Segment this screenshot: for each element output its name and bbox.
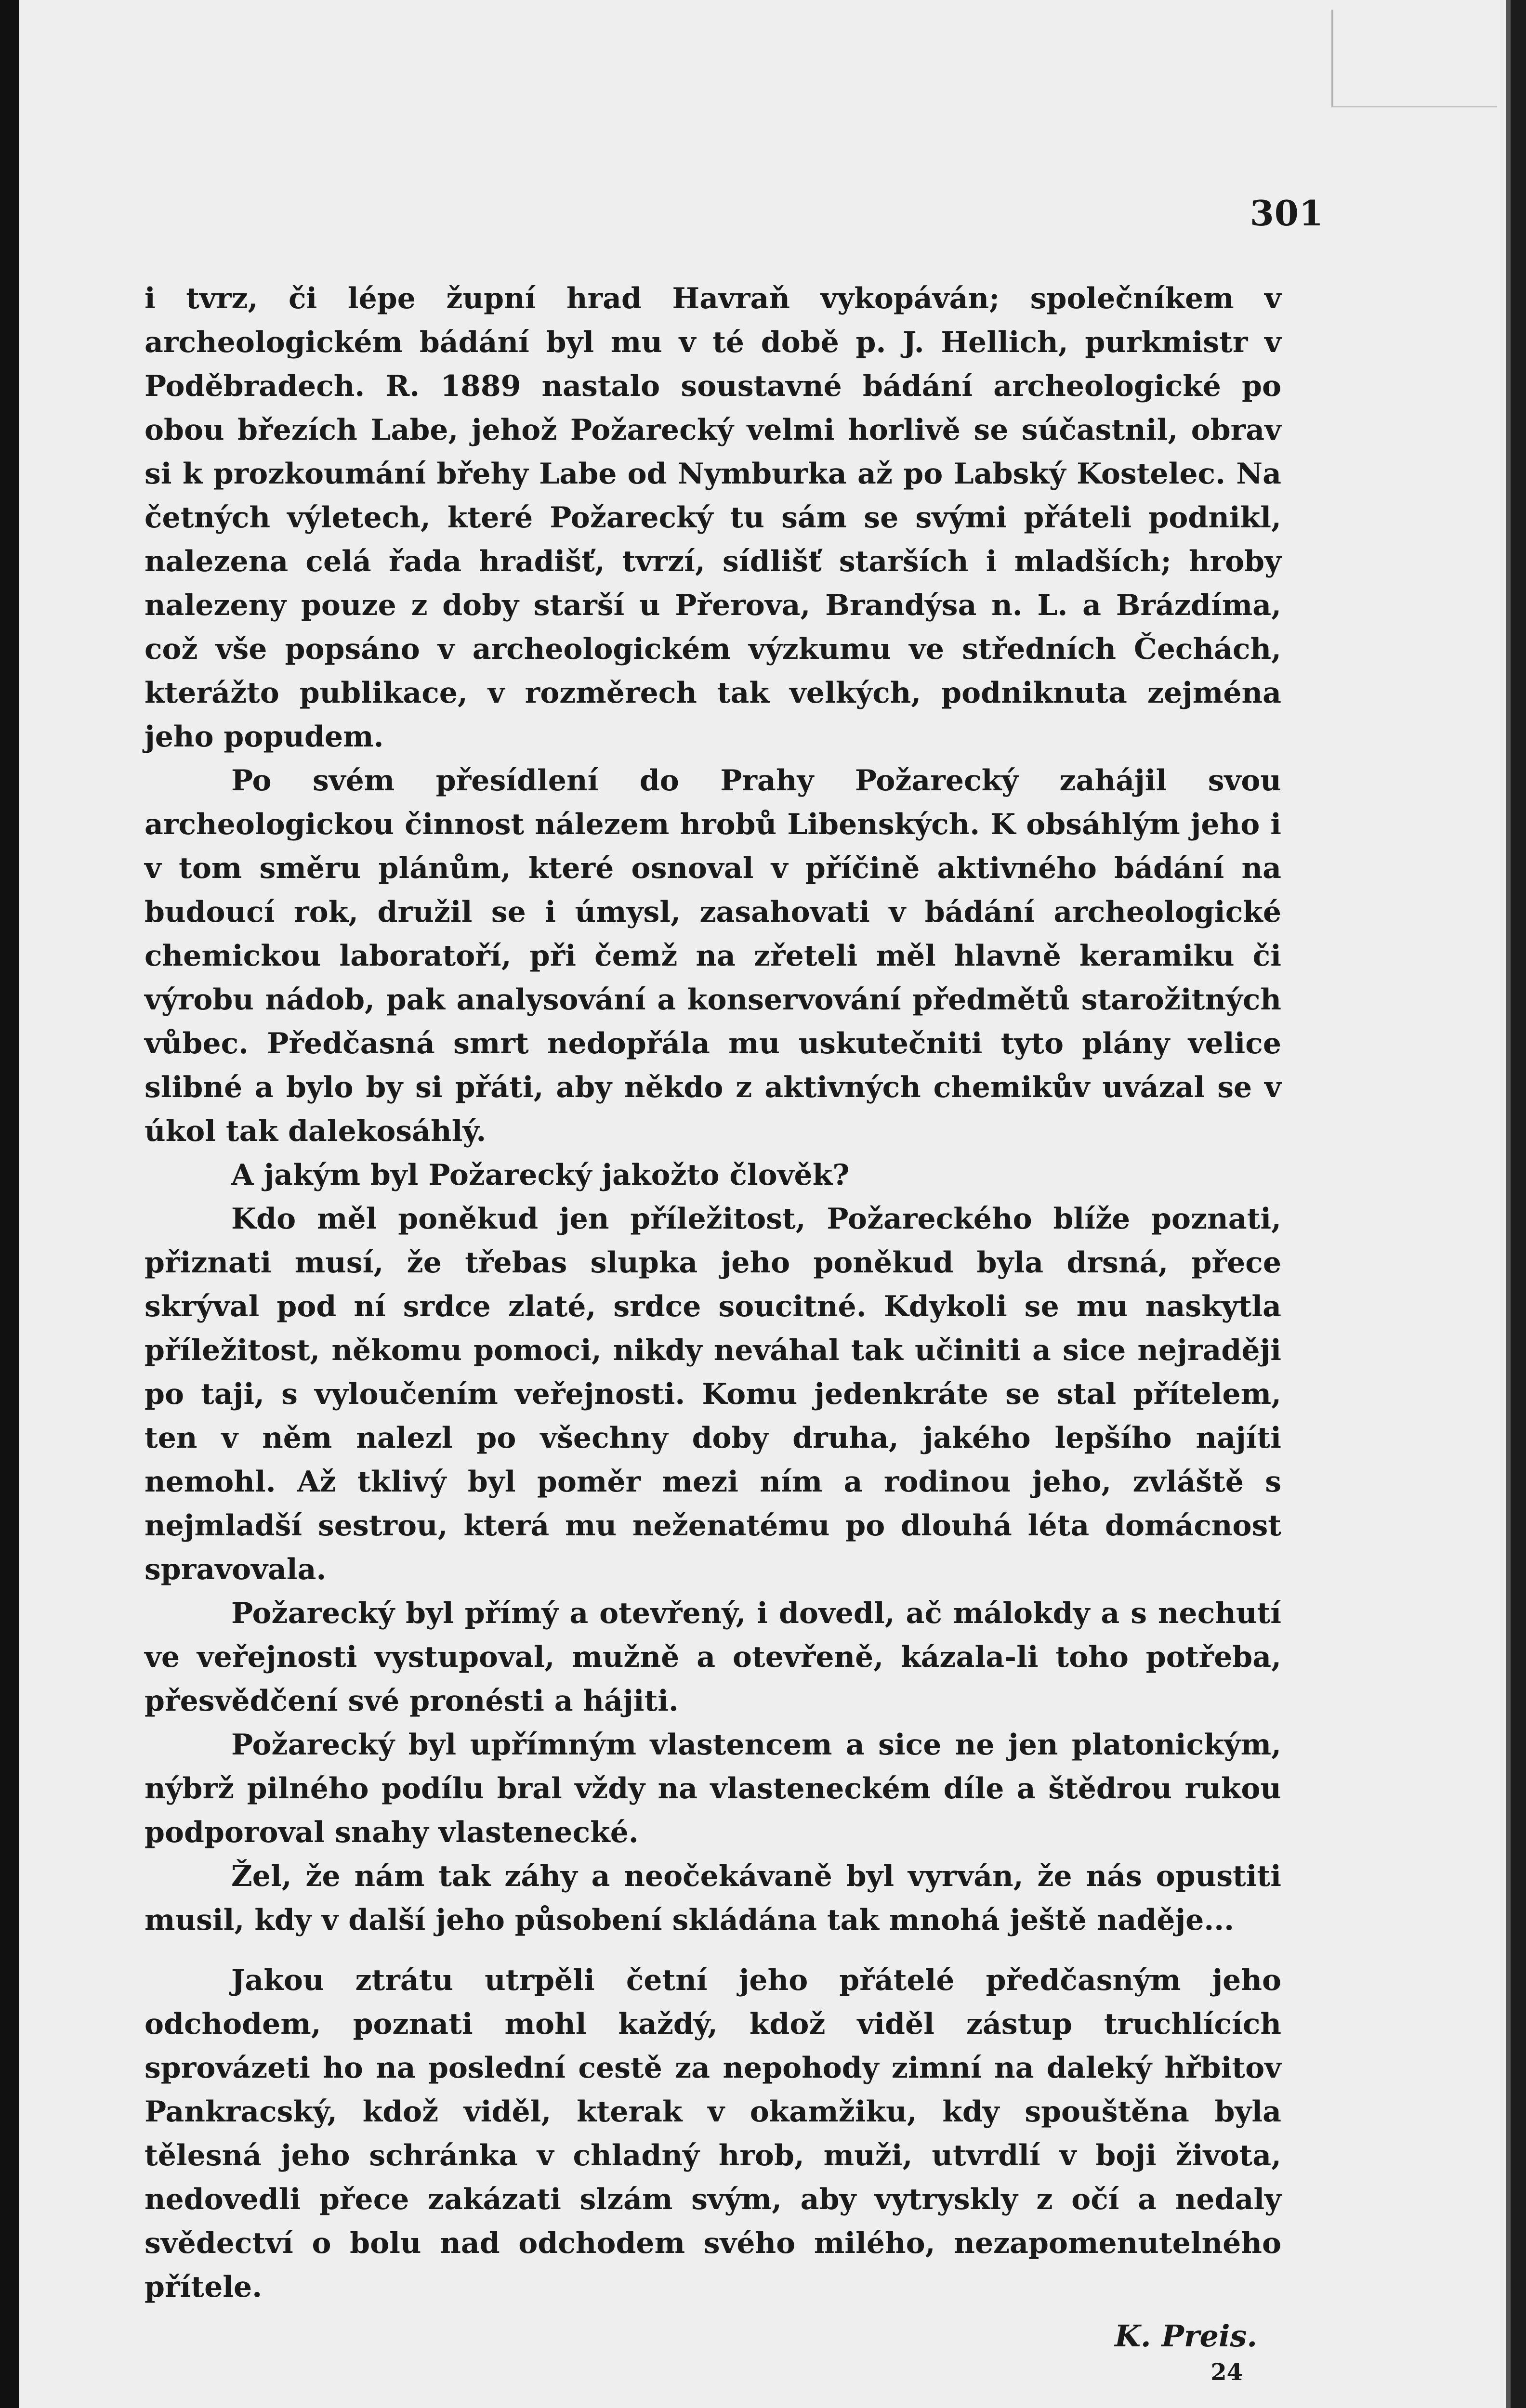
scan-left-edge [0, 0, 19, 2408]
paragraph-4: Kdo měl poněkud jen příležitost, Požareckého blíže poznati, přiznati musí, že třebas slupka jeho poněkud byla drsná, přece skrýval pod ní srdce zlaté, srdce soucitné. Kdykoli se mu naskytla příležitost, někomu pomoci, nikdy neváhal tak učiniti a sice nejraději po taji, s vyloučením veřejnosti. Komu jedenkráte se stal přítelem, ten v něm nalezl po všechny doby druha, jakého lepšího najíti nemohl. Až tklivý byl poměr mezi ním a rodinou jeho, zvláště s nejmladší sestrou, která mu neženatému po dlouhá léta domácnost spravovala. [145, 1202, 1281, 1586]
scan-corner-mark [1331, 10, 1497, 107]
paragraph-7: Žel, že nám tak záhy a neočekávaně byl vyrván, že nás opustiti musil, kdy v další jeho působení skládána tak mnohá ještě naděje... [145, 1859, 1281, 1937]
paragraph-1: i tvrz, či lépe župní hrad Havraň vykopáván; společníkem v archeologickém bádání byl mu v té době p. J. Hellich, purkmistr v Poděbradech. R. 1889 nastalo soustavné bádání archeologické po obou březích Labe, jehož Požarecký velmi horlivě se súčastnil, obrav si k prozkoumání břehy Labe od Nymburka až po Labský Kostelec. Na četných výletech, které Požarecký tu sám se svými přáteli podnikl, nalezena celá řada hradišť, tvrzí, sídlišť starších i mladších; hroby nalezeny pouze z doby starší u Přerova, Brandýsa n. L. a Brázdíma, což vše popsáno v archeologickém výzkumu ve středních Čechách, kterážto publikace, v rozměrech tak velkých, podniknuta zejména jeho popudem. [145, 282, 1281, 754]
article-body [145, 277, 1281, 2387]
author-signature: K. Preis. [1115, 2318, 1257, 2354]
paragraph-8: Jakou ztrátu utrpěli četní jeho přátelé předčasným jeho odchodem, poznati mohl každý, kdož viděl zástup truchlících sprovázeti ho na poslední cestě za nepohody zimní na daleký hřbitov Pankracský, kdož viděl, kterak v okamžiku, kdy spouštěna byla tělesná jeho schránka v chladný hrob, muži, utvrdlí v boji života, nedovedli přece zakázati slzám svým, aby vytryskly z očí a nedaly svědectví o bolu nad odchodem svého milého, nezapomenutelného přítele. [145, 1963, 1281, 2304]
paragraph-6: Požarecký byl upřímným vlastencem a sice ne jen platonickým, nýbrž pilného podílu bral vždy na vlasteneckém díle a štědrou rukou podporoval snahy vlastenecké. [145, 1728, 1281, 1849]
paragraph-5: Požarecký byl přímý a otevřený, i dovedl, ač málokdy a s nechutí ve veřejnosti vystupoval, mužně a otevřeně, kázala-li toho potřeba, přesvědčení své pronésti a hájiti. [145, 1597, 1281, 1718]
page-number: 301 [1250, 193, 1324, 234]
sheet-number: 24 [1210, 2359, 1243, 2386]
scan-right-edge [1511, 0, 1526, 2408]
paragraph-2: Po svém přesídlení do Prahy Požarecký zahájil svou archeologickou činnost nálezem hrobů Libenských. K obsáhlým jeho i v tom směru plánům, které osnoval v příčině aktivného bádání na budoucí rok, družil se i úmysl, zasahovati v bádání archeologické chemickou laboratoří, při čemž na zřeteli měl hlavně keramiku či výrobu nádob, pak analysování a konservování předmětů starožitných vůbec. Předčasná smrt nedopřála mu uskutečniti tyto plány velice slibné a bylo by si přáti, aby někdo z aktivných chemikův uvázal se v úkol tak dalekosáhlý. [145, 764, 1281, 1148]
paragraph-3: A jakým byl Požarecký jakožto člověk? [231, 1158, 850, 1192]
scan-right-shadow [1506, 0, 1511, 2408]
